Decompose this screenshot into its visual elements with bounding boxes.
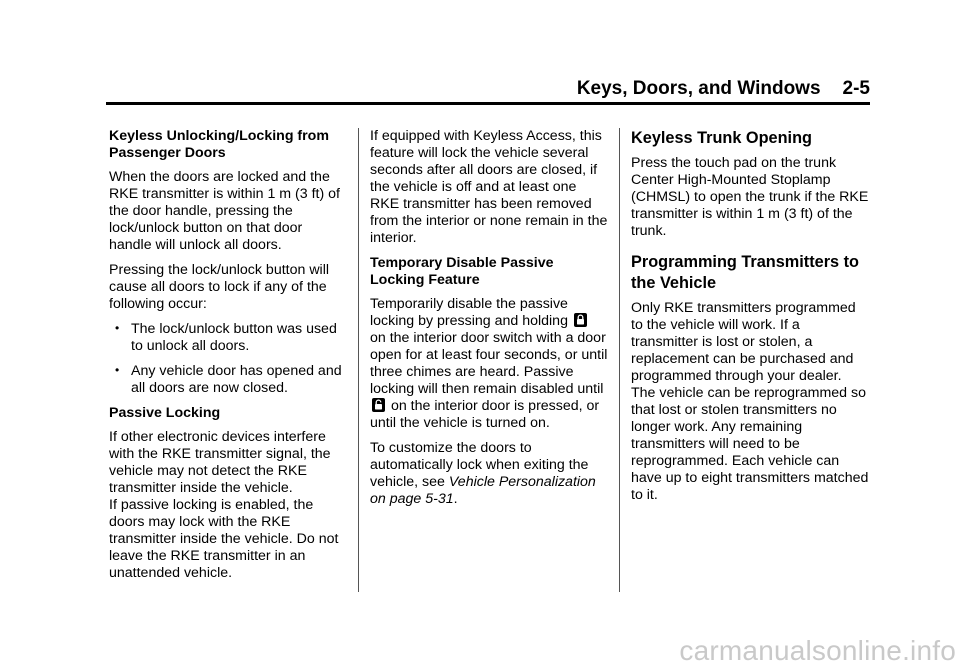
- paragraph-disable-instructions: Temporarily disable the passive locking by pressing and holding on the interior door switch with a door open for at least four seconds, or until three chimes are heard. Passive locking will then remain disabled until on the interior door is pressed, or until the vehicle is turned on.: [370, 296, 608, 431]
- column-middle: [370, 128, 608, 516]
- heading-keyless-trunk-opening: Keyless Trunk Opening: [631, 129, 812, 147]
- page-header: [106, 76, 870, 102]
- paragraph: When the doors are locked and the RKE transmitter is within 1 m (3 ft) of the door handle, pressing the lock/unlock button on that door handle will unlock all doors.: [109, 169, 340, 253]
- page-number: 2-5: [842, 78, 870, 99]
- bullet-list: [109, 321, 347, 397]
- list-item: • Any vehicle door has opened and all doors are now closed.: [115, 363, 342, 396]
- paragraph: Pressing the lock/unlock button will cause all doors to lock if any of the following occur:: [109, 262, 330, 312]
- subheading-passive-locking: Passive Locking: [109, 405, 221, 421]
- unlock-icon: [372, 398, 385, 412]
- list-item: • The lock/unlock button was used to unlock all doors.: [115, 321, 337, 354]
- lock-icon: [574, 313, 587, 327]
- paragraph: If equipped with Keyless Access, this feature will lock the vehicle several seconds after all doors are closed, if the vehicle is off and at least one RKE transmitter has been removed from the interior or none remain in the interior.: [370, 128, 608, 246]
- bullet-icon: •: [115, 363, 120, 377]
- paragraph: If passive locking is enabled, the doors may lock with the RKE transmitter inside the vehicle. Do not leave the RKE transmitter in an unattended vehicle.: [109, 497, 339, 581]
- paragraph: Press the touch pad on the trunk Center High-Mounted Stoplamp (CHMSL) to open the trunk if the RKE transmitter is within 1 m (3 ft) of the trunk.: [631, 155, 869, 239]
- heading-programming-transmitters: Programming Transmitters to the Vehicle: [631, 253, 859, 292]
- header-rule: [106, 102, 870, 105]
- cross-reference-link[interactable]: Vehicle Personalization on page 5-31: [370, 474, 596, 507]
- bullet-icon: •: [115, 321, 120, 335]
- subheading-temporary-disable: Temporary Disable Passive Locking Feature: [370, 255, 554, 288]
- column-right: [631, 128, 869, 512]
- column-divider: [619, 128, 620, 592]
- paragraph-customize: To customize the doors to automatically lock when exiting the vehicle, see Vehicle Personalization on page 5-31.: [370, 440, 596, 507]
- subheading-keyless-unlocking: Keyless Unlocking/Locking from Passenger Doors: [109, 128, 329, 161]
- column-divider: [358, 128, 359, 592]
- section-title: Keys, Doors, and Windows: [576, 78, 821, 99]
- column-left: [109, 128, 347, 590]
- watermark: carmanualsonline.info: [679, 635, 956, 666]
- paragraph: If other electronic devices interfere with the RKE transmitter signal, the vehicle may not detect the RKE transmitter inside the vehicle.: [109, 429, 331, 496]
- paragraph: Only RKE transmitters programmed to the vehicle will work. If a transmitter is lost or stolen, a replacement can be purchased and programmed through your dealer. The vehicle can be reprogrammed so that lost or stolen transmitters no longer work. Any remaining transmitters will need to be reprogrammed. Each vehicle can have up to eight transmitters matched to it.: [631, 300, 869, 503]
